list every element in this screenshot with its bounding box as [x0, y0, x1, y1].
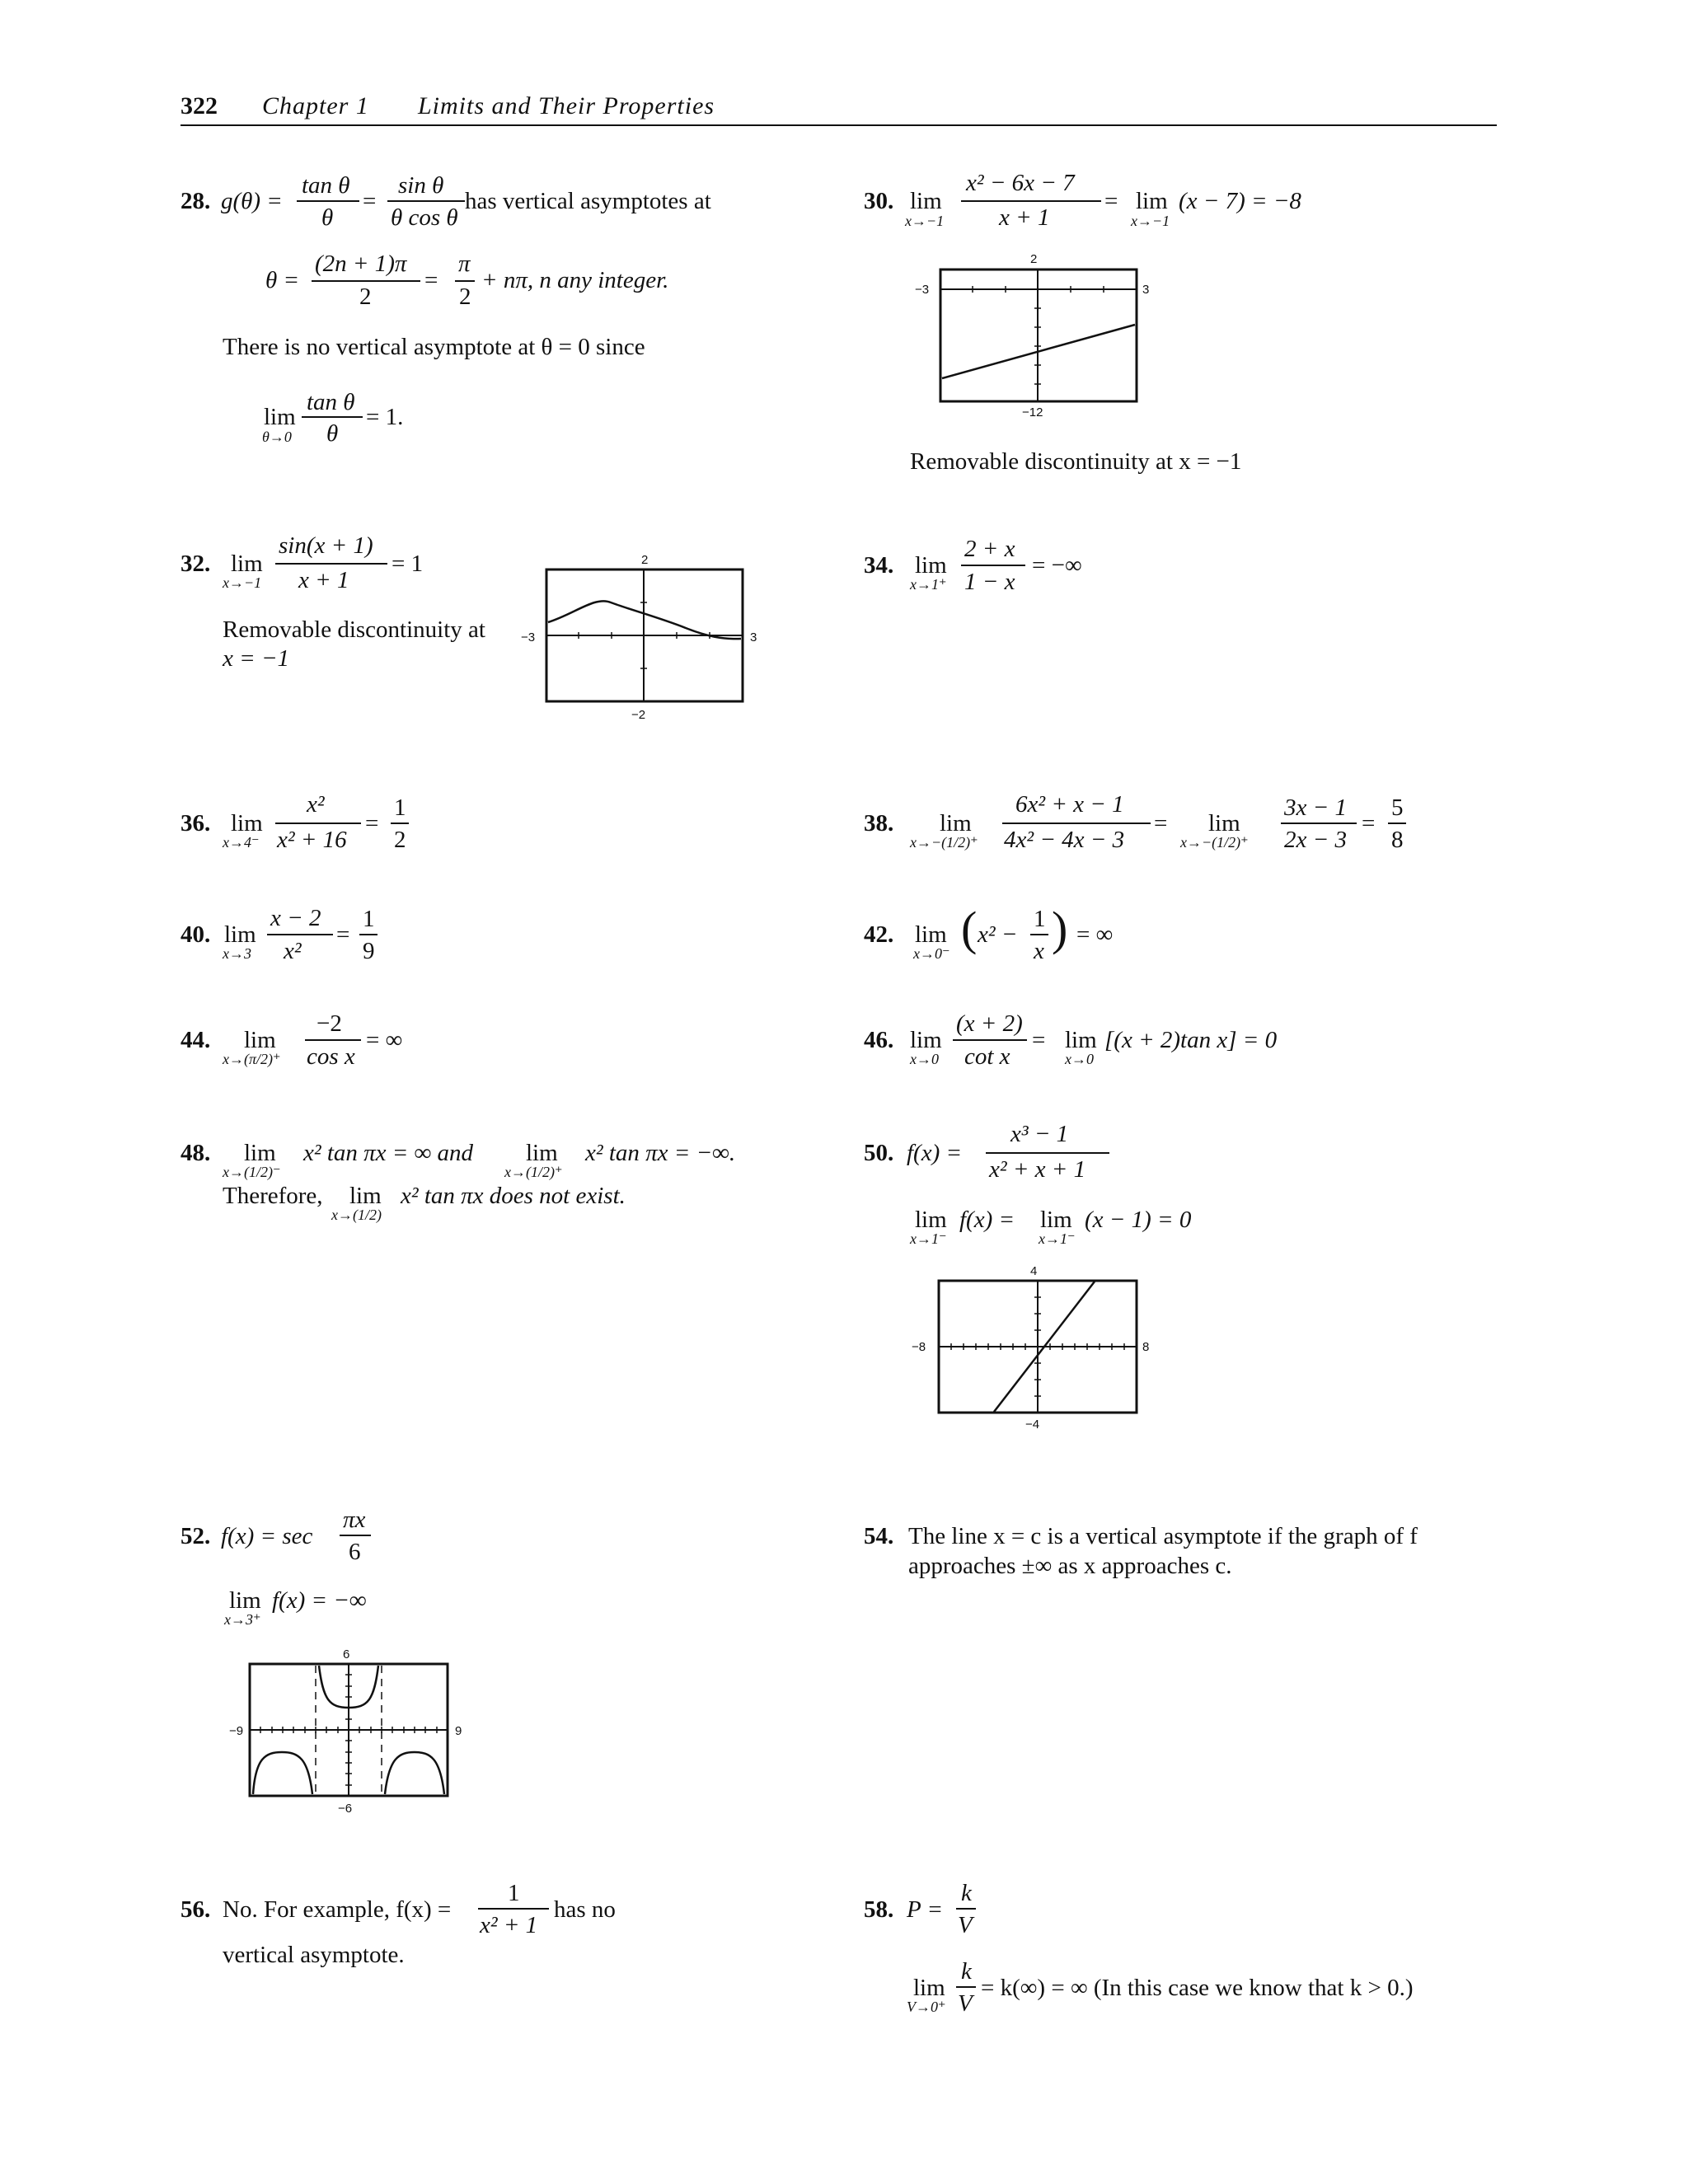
fraction-denominator: x + 1: [999, 204, 1050, 231]
fraction-numerator: x³ − 1: [1010, 1121, 1069, 1147]
result: = ∞: [366, 1027, 403, 1053]
fraction-bar: [302, 416, 363, 418]
fraction-denominator: cot x: [964, 1043, 1010, 1070]
fraction-denominator: θ: [321, 204, 334, 231]
lim-subscript: x→1⁻: [910, 1230, 947, 1247]
fraction-numerator: tan θ: [307, 389, 355, 415]
header-rule: [181, 124, 1497, 126]
lim-operator: lim: [1065, 1027, 1097, 1053]
statement: has no: [554, 1896, 616, 1923]
lim-subscript: x→−1: [1131, 213, 1170, 229]
fraction-bar: [340, 1535, 371, 1536]
equals: =: [363, 188, 377, 214]
fraction-denominator: x² + 16: [277, 827, 347, 853]
statement: Therefore,: [223, 1183, 323, 1209]
fraction-numerator: πx: [343, 1507, 366, 1533]
result: f(x) = −∞: [272, 1587, 367, 1614]
lim-subscript: x→−1: [905, 213, 945, 229]
fraction-denominator: 9: [363, 938, 375, 964]
lim-subscript: x→(1/2)⁻: [223, 1164, 281, 1180]
graph-xmax: 3: [750, 630, 757, 644]
graph-xmax: 9: [455, 1724, 462, 1738]
fraction-numerator: 2 + x: [964, 536, 1015, 562]
exercise-number: 48.: [181, 1140, 211, 1166]
lim-subscript: x→1⁻: [1039, 1230, 1076, 1247]
chapter-label: Chapter 1: [262, 92, 369, 120]
fraction-bar: [1388, 823, 1406, 824]
statement: + nπ, n any integer.: [481, 267, 669, 293]
left-parenthesis: (: [961, 902, 978, 955]
fraction-denominator: x² + x + 1: [989, 1156, 1086, 1183]
fraction-numerator: 1: [394, 794, 406, 821]
exercise-number: 32.: [181, 551, 211, 577]
lim-subscript: x→(π/2)⁺: [223, 1051, 281, 1067]
lim-operator: lim: [910, 188, 942, 214]
graph-50: [938, 1280, 1137, 1413]
expression: f(x) =: [907, 1140, 963, 1166]
expression: g(θ) =: [221, 188, 283, 214]
fraction-denominator: cos x: [307, 1043, 355, 1070]
note: Removable discontinuity at x = −1: [910, 448, 1242, 475]
expression: P =: [907, 1896, 944, 1923]
lim-operator: lim: [244, 1140, 276, 1166]
lim-subscript: x→1⁺: [910, 576, 947, 593]
lim-operator: lim: [915, 1207, 947, 1233]
fraction-numerator: x²: [307, 791, 325, 818]
equals: =: [365, 810, 379, 837]
lim-subscript: x→−(1/2)⁺: [910, 834, 978, 851]
exercise-number: 54.: [864, 1523, 894, 1549]
graph-32: [546, 569, 743, 702]
fraction-denominator: 8: [1391, 827, 1404, 853]
lim-operator: lim: [1136, 188, 1168, 214]
fraction-bar: [455, 280, 475, 282]
fraction-numerator: 1: [1034, 906, 1046, 932]
lim-operator: lim: [224, 921, 256, 948]
fraction-bar: [961, 565, 1025, 566]
lim-operator: lim: [940, 810, 972, 837]
fraction-numerator: 1: [508, 1880, 520, 1906]
exercise-number: 42.: [864, 921, 894, 948]
chapter-title: Limits and Their Properties: [418, 92, 715, 120]
fraction-denominator: 2: [359, 284, 372, 310]
lim-subscript: x→(1/2)⁺: [504, 1164, 563, 1180]
fraction-numerator: tan θ: [302, 172, 350, 199]
lim-operator: lim: [915, 921, 947, 948]
result: = 1.: [366, 404, 404, 430]
fraction-numerator: k: [961, 1958, 972, 1985]
graph-52: [249, 1663, 448, 1797]
exercise-number: 44.: [181, 1027, 211, 1053]
fraction-bar: [312, 280, 420, 282]
fraction-bar: [391, 823, 409, 824]
fraction-bar: [961, 200, 1101, 202]
fraction-denominator: 6: [349, 1539, 361, 1565]
fraction-numerator: 5: [1391, 794, 1404, 821]
equals: =: [424, 267, 438, 293]
statement: has vertical asymptotes at: [465, 188, 711, 214]
fraction-numerator: (2n + 1)π: [315, 251, 407, 277]
exercise-number: 30.: [864, 188, 894, 214]
expression: f(x) = sec: [221, 1523, 313, 1549]
fraction-numerator: sin(x + 1): [279, 532, 373, 559]
exercise-number: 38.: [864, 810, 894, 837]
result: = −∞: [1032, 552, 1082, 579]
note: Removable discontinuity at: [223, 616, 485, 643]
fraction-denominator: θ cos θ: [391, 204, 458, 231]
fraction-numerator: 6x² + x − 1: [1015, 791, 1124, 818]
lim-subscript: x→4⁻: [223, 834, 260, 851]
fraction-bar: [1281, 823, 1357, 824]
fraction-numerator: x − 2: [270, 905, 321, 931]
lim-subscript: x→−1: [223, 574, 262, 591]
fraction-denominator: x² + 1: [480, 1912, 538, 1938]
lim-subscript: V→0⁺: [907, 1999, 946, 2015]
lim-subscript: x→3: [223, 945, 251, 962]
fraction-bar: [387, 200, 465, 202]
lim-subscript: x→0: [910, 1051, 939, 1067]
graph-ymax: 2: [1030, 252, 1038, 266]
statement: There is no vertical asymptote at θ = 0 since: [223, 334, 645, 360]
statement: No. For example, f(x) =: [223, 1896, 452, 1923]
graph-xmin: −3: [521, 630, 536, 644]
result: (x − 1) = 0: [1085, 1207, 1192, 1233]
result: = 1: [392, 551, 424, 577]
graph-xmin: −9: [229, 1724, 244, 1738]
fraction-denominator: 2: [394, 827, 406, 853]
fraction-denominator: V: [958, 1912, 973, 1938]
fraction-bar: [359, 934, 377, 935]
right-parenthesis: ): [1052, 902, 1068, 955]
fraction-bar: [986, 1152, 1109, 1154]
graph-ymax: 6: [343, 1647, 350, 1661]
lim-operator: lim: [349, 1183, 382, 1209]
lim-operator: lim: [231, 551, 263, 577]
expression: θ =: [265, 267, 300, 293]
fraction-denominator: V: [958, 1990, 973, 2017]
lim-operator: lim: [915, 552, 947, 579]
graph-30: [940, 269, 1137, 402]
fraction-denominator: 4x² − 4x − 3: [1004, 827, 1125, 853]
fraction-denominator: x: [1034, 938, 1044, 964]
note: x = −1: [223, 645, 290, 672]
fraction-numerator: sin θ: [398, 172, 444, 199]
equals: =: [1104, 188, 1118, 214]
graph-xmax: 3: [1142, 283, 1150, 297]
expression: x² tan πx = −∞.: [585, 1140, 736, 1166]
expression: f(x) =: [959, 1207, 1015, 1233]
fraction-numerator: 3x − 1: [1284, 794, 1347, 821]
fraction-denominator: θ: [326, 420, 339, 447]
fraction-denominator: x²: [284, 938, 302, 964]
fraction-bar: [1002, 823, 1151, 824]
lim-operator: lim: [229, 1587, 261, 1614]
fraction-bar: [956, 1908, 976, 1910]
graph-ymin: −2: [631, 708, 646, 722]
lim-operator: lim: [231, 810, 263, 837]
equals: =: [1362, 810, 1376, 837]
fraction-numerator: x² − 6x − 7: [966, 170, 1075, 196]
equals: =: [1154, 810, 1168, 837]
graph-ymin: −6: [338, 1802, 353, 1816]
graph-ymax: 4: [1030, 1264, 1038, 1278]
graph-ymin: −4: [1025, 1418, 1040, 1432]
fraction-bar: [297, 200, 359, 202]
lim-operator: lim: [264, 404, 296, 430]
result: = k(∞) = ∞ (In this case we know that k > 0.): [981, 1975, 1414, 2001]
statement: x² tan πx does not exist.: [401, 1183, 626, 1209]
exercise-number: 46.: [864, 1027, 894, 1053]
exercise-number: 34.: [864, 552, 894, 579]
statement: vertical asymptote.: [223, 1942, 405, 1968]
lim-operator: lim: [1208, 810, 1240, 837]
exercise-number: 36.: [181, 810, 211, 837]
fraction-bar: [956, 1986, 976, 1988]
result: (x − 7) = −8: [1179, 188, 1301, 214]
fraction-denominator: 2: [459, 284, 471, 310]
lim-subscript: x→0: [1065, 1051, 1094, 1067]
lim-operator: lim: [244, 1027, 276, 1053]
lim-subscript: x→−(1/2)⁺: [1180, 834, 1249, 851]
exercise-number: 50.: [864, 1140, 894, 1166]
lim-subscript: x→(1/2): [331, 1207, 382, 1223]
exercise-number: 28.: [181, 188, 211, 214]
fraction-numerator: π: [458, 251, 471, 277]
lim-operator: lim: [913, 1975, 945, 2001]
lim-operator: lim: [910, 1027, 942, 1053]
lim-subscript: x→3⁺: [224, 1611, 261, 1628]
exercise-number: 58.: [864, 1896, 894, 1923]
exercise-number: 56.: [181, 1896, 211, 1923]
statement: approaches ±∞ as x approaches c.: [908, 1553, 1232, 1579]
fraction-bar: [953, 1039, 1027, 1041]
fraction-numerator: (x + 2): [956, 1010, 1023, 1037]
result: [(x + 2)tan x] = 0: [1104, 1027, 1278, 1053]
graph-ymin: −12: [1022, 405, 1043, 419]
lim-operator: lim: [1040, 1207, 1072, 1233]
fraction-denominator: 1 − x: [964, 569, 1015, 595]
exercise-number: 40.: [181, 921, 211, 948]
graph-xmax: 8: [1142, 1340, 1150, 1354]
exercise-number: 52.: [181, 1523, 211, 1549]
expression: x² −: [978, 921, 1018, 948]
fraction-bar: [275, 823, 361, 824]
fraction-numerator: 1: [363, 906, 375, 932]
result: = ∞: [1076, 921, 1114, 948]
fraction-numerator: k: [961, 1880, 972, 1906]
fraction-bar: [1030, 934, 1048, 935]
lim-subscript: θ→0: [262, 429, 292, 445]
fraction-bar: [478, 1908, 549, 1910]
lim-subscript: x→0⁻: [913, 945, 950, 962]
fraction-denominator: 2x − 3: [1284, 827, 1347, 853]
statement: The line x = c is a vertical asymptote if the graph of f: [908, 1523, 1418, 1549]
fraction-numerator: −2: [316, 1010, 342, 1037]
lim-operator: lim: [526, 1140, 558, 1166]
graph-ymax: 2: [641, 553, 649, 567]
graph-xmin: −8: [912, 1340, 926, 1354]
equals: =: [336, 921, 350, 948]
page-number: 322: [181, 92, 218, 120]
fraction-denominator: x + 1: [298, 567, 349, 593]
fraction-bar: [275, 563, 387, 565]
fraction-bar: [267, 934, 333, 935]
fraction-bar: [305, 1039, 361, 1041]
graph-xmin: −3: [915, 283, 930, 297]
expression: x² tan πx = ∞ and: [303, 1140, 474, 1166]
equals: =: [1032, 1027, 1046, 1053]
